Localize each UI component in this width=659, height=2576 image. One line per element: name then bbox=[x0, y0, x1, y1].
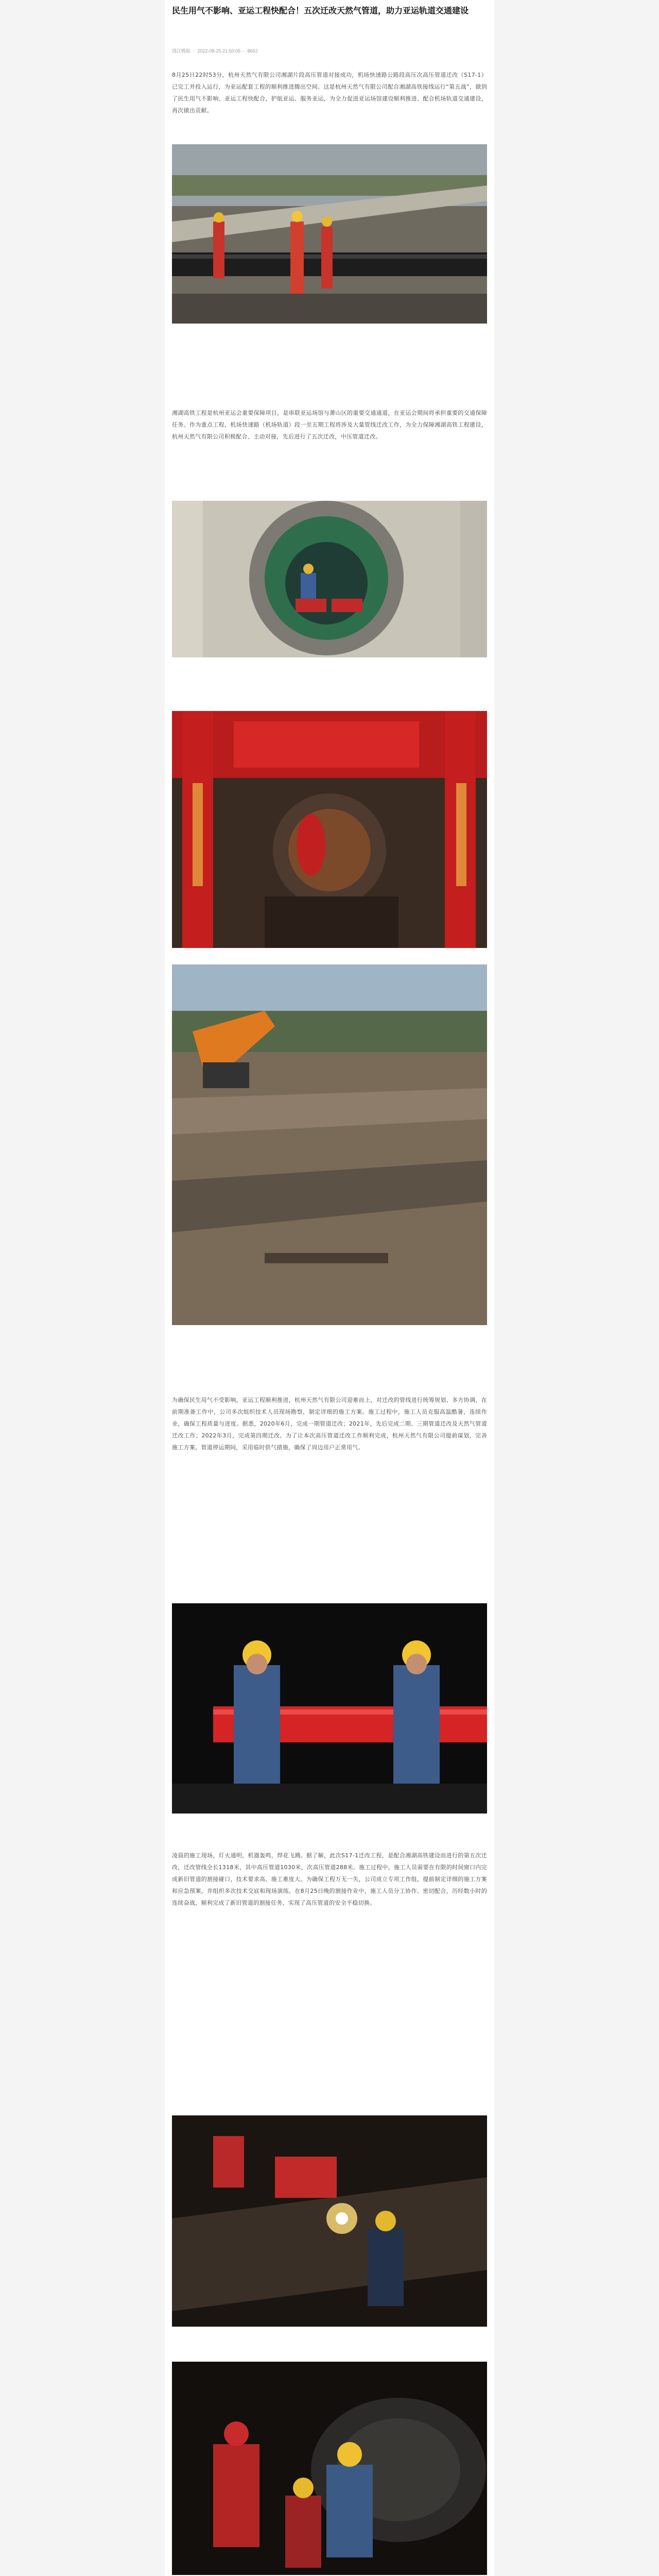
photo-excavator-site bbox=[172, 964, 487, 1325]
paragraph-4: 凌晨的施工现场，灯火通明，机器轰鸣，焊花飞溅。据了解，此次S17-1迁改工程，是配合湘湖高铁建设而进行的第五次迁改，迁改管线全长1318米，其中高压管道1030米，次高压管道288米。施工过程中，施工人员需要在有限的时间窗口内完成新旧管道的割接碰口，技术要求高、施工难度大。为确保工程万无一失，公司成立专项工作组，提前制定详细的施工方案和应急预案，并组织多次技术交底和现场演练。在8月25日晚的割接作业中，施工人员分工协作、密切配合，历经数小时的连续奋战，顺利完成了新旧管道的割接任务，实现了高压管道的安全平稳切换。 bbox=[172, 1852, 487, 1906]
meta-date: 2022-08-25 21:50:05 bbox=[197, 48, 241, 54]
paragraph-1: 8月25日22时53分，杭州天然气有限公司湘湖片段高压管道对接成功，机场快速路公路段高压次高压管道迁改（S17-1）已完工并投入运行，为亚运配套工程的顺利推进腾出空间。这是杭州天然气有限公司配合湘湖高铁接线运行“第五战”，做到了民生用气不影响、亚运工程快配合，护航亚运、服务亚运，为全力促进亚运场馆建设顺利推进、配合机场轨道交通建设，再次做出贡献。 bbox=[172, 72, 487, 114]
paragraph-3: 为确保民生用气不受影响，亚运工程顺利推进，杭州天然气有限公司迎难而上，对迁改的管线进行统筹规划、多方协调，在前期准备工作中，公司多次组织技术人员现场勘察，制定详细的施工方案。施工过程中，施工人员克服高温酷暑，连续作业，确保工程质量与进度。据悉，2020年6月，完成一期管道迁改；2021年，先后完成二期、三期管道迁改及天然气管道迁改工作；2022年3月，完成第四期迁改。为了让本次高压管道迁改工作顺利完成，杭州天然气有限公司提前谋划，完善施工方案。管道停运期间，采用临时供气措施，确保了周边用户正常用气。 bbox=[172, 1397, 487, 1451]
photo-tunnel-banners bbox=[172, 711, 487, 948]
photo-welding-workers bbox=[172, 1603, 487, 1814]
meta-author: 钱江晚报 bbox=[172, 48, 191, 54]
photo-night-pipe-workers bbox=[172, 2362, 487, 2575]
photo-night-welding bbox=[172, 2115, 487, 2327]
meta-views: 8652 bbox=[247, 48, 258, 54]
paragraph-2: 湘湖高铁工程是杭州亚运会重要保障项目，是串联亚运场馆与萧山区的重要交通通道，在亚运会期间将承担重要的交通保障任务。作为重点工程，机场快速路（机场轨道）段一至五期工程将涉及大量管线迁改工作，为全力保障湘湖高铁工程建设，杭州天然气有限公司积极配合、主动对接，先后进行了五次迁改，中压管道迁改。 bbox=[172, 410, 487, 440]
article-page bbox=[165, 0, 494, 2576]
photo-work-shaft bbox=[172, 501, 487, 657]
photo-pipeline-workers bbox=[172, 144, 487, 324]
article-title: 民生用气不影响、亚运工程快配合！五次迁改天然气管道，助力亚运轨道交通建设 bbox=[172, 6, 469, 15]
article-meta: 钱江晚报 · 2022-08-25 21:50:05 · 8652 bbox=[172, 48, 258, 54]
